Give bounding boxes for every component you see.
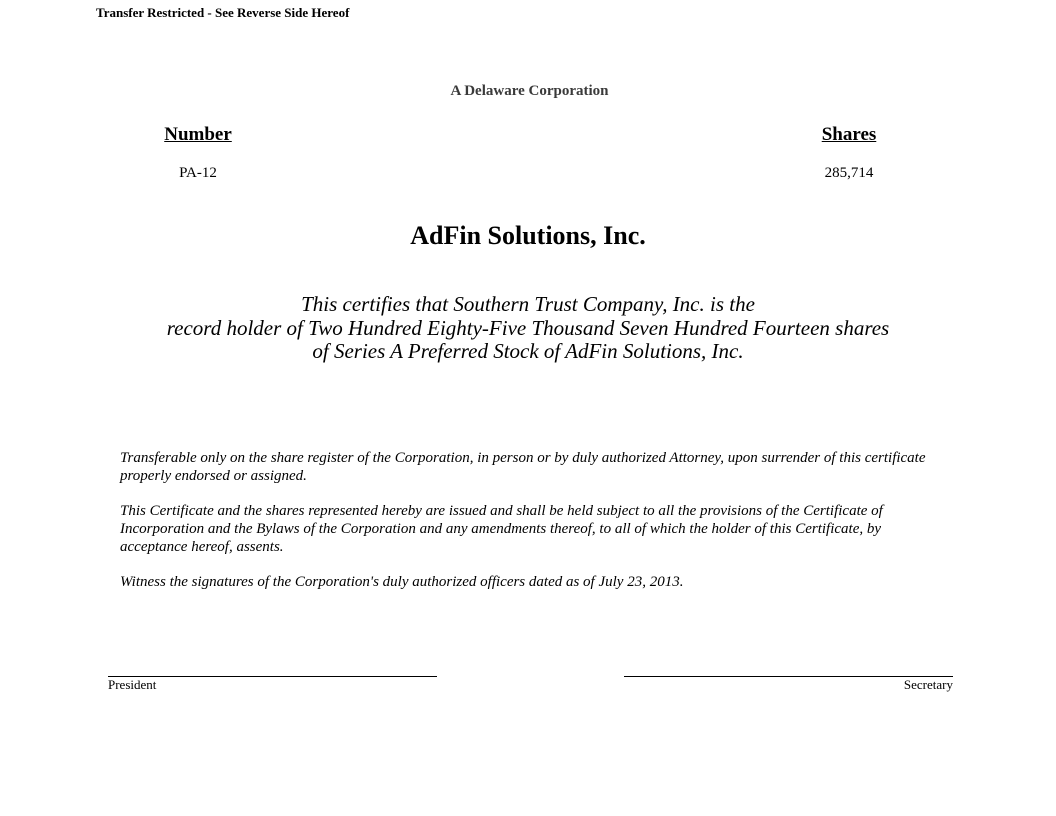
secretary-label: Secretary	[903, 677, 953, 692]
shares-column-label: Shares	[821, 124, 877, 145]
certification-statement	[0, 293, 1056, 364]
transfer-restriction-legend: Transfer Restricted - See Reverse Side Hereof	[96, 5, 350, 20]
certification-line: of Series A Preferred Stock of AdFin Solutions, Inc.	[312, 339, 744, 363]
transfer-terms-paragraph: Transferable only on the share register of the Corporation, in person or by duly authorized Attorney, upon surrender of this certificate properly endorsed or assigned.	[120, 450, 926, 484]
number-column-label: Number	[164, 124, 232, 145]
share-count: 285,714	[824, 165, 874, 181]
president-signature-line	[108, 676, 437, 677]
provisions-paragraph: This Certificate and the shares represented hereby are issued and shall be held subject to all the provisions of the Certificate of Incorporation and the Bylaws of the Corporation and any amendments thereof, to all of which the holder of this Certificate, by acceptance hereof, assents.	[120, 503, 883, 555]
certification-line: record holder of Two Hundred Eighty-Five Thousand Seven Hundred Fourteen shares	[166, 315, 890, 340]
state-of-incorporation: A Delaware Corporation	[450, 83, 609, 99]
witness-paragraph: Witness the signatures of the Corporation's duly authorized officers dated as of July 23, 2013.	[120, 574, 684, 590]
certification-line: This certifies that Southern Trust Company, Inc. is the	[301, 292, 755, 316]
president-label: President	[108, 677, 157, 692]
company-name: AdFin Solutions, Inc.	[410, 221, 646, 250]
certificate-number: PA-12	[179, 165, 217, 181]
